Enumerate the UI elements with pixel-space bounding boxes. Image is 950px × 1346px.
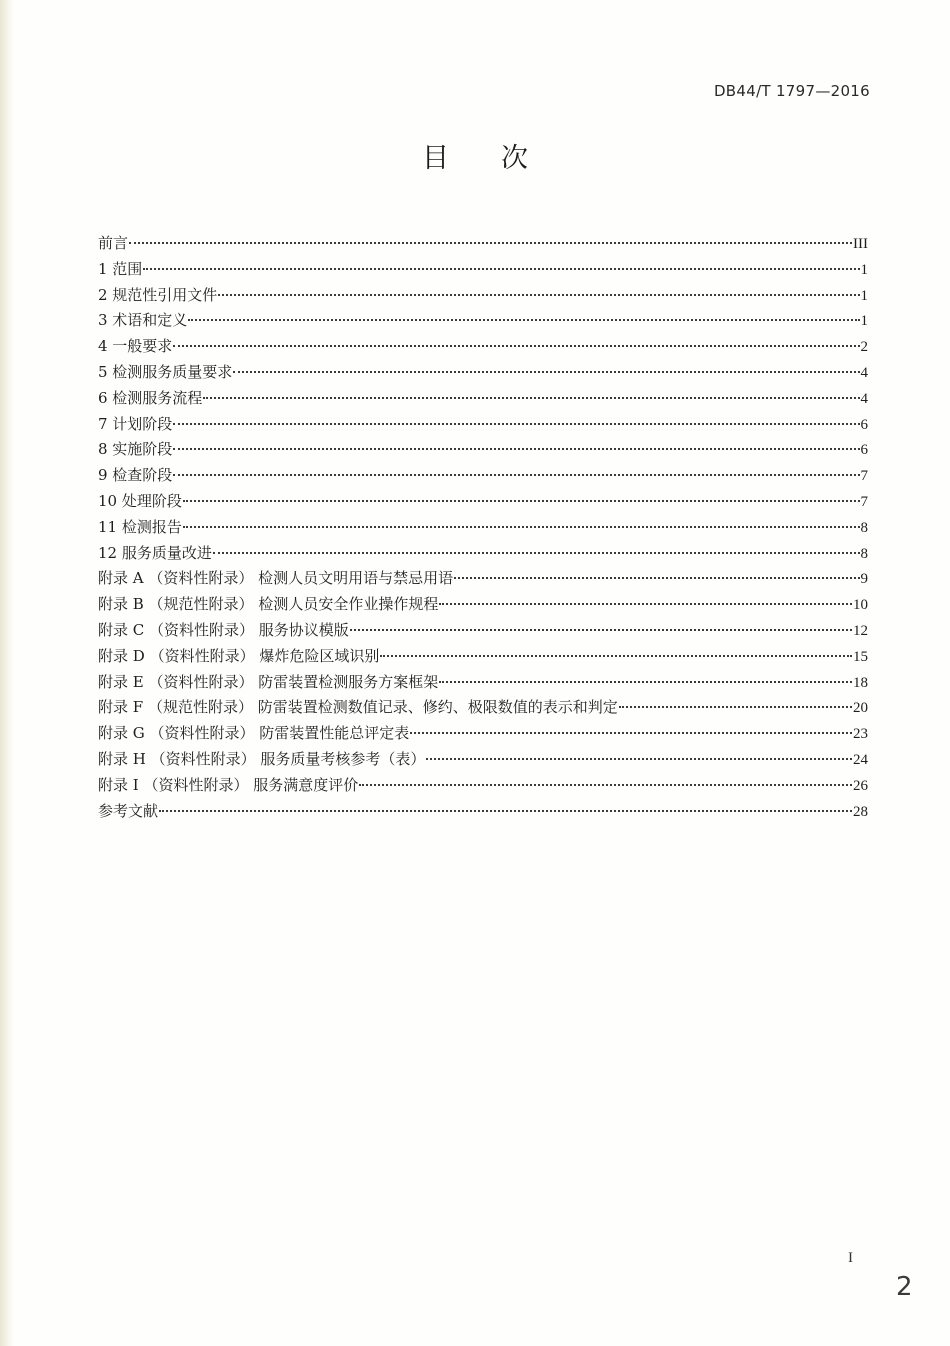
toc-entry[interactable] [98,412,868,438]
toc-entry-label: 附录 H （资料性附录） 服务质量考核参考（表） [98,749,426,768]
toc-entry-label: 11 检测报告 [98,517,182,536]
toc-entry[interactable] [98,283,868,309]
toc-entry-label: 8 实施阶段 [98,440,173,459]
dot-leader [183,526,860,528]
toc-entry[interactable] [98,489,868,515]
toc-entry[interactable] [98,695,868,721]
toc-entry-page: 15 [853,648,868,665]
dot-leader [410,732,852,734]
toc-entry-page: 7 [860,468,868,485]
toc-entry[interactable] [98,670,868,696]
dot-leader [426,758,852,760]
toc-entry[interactable] [98,231,868,257]
toc-entry[interactable] [98,721,868,747]
dot-leader [183,500,860,502]
toc-entry-label: 9 检查阶段 [98,466,173,485]
standard-code: DB44/T 1797—2016 [713,82,870,100]
toc-entry-label: 前言 [98,234,129,252]
toc-entry-label: 7 计划阶段 [98,414,173,433]
toc-entry-page: 6 [860,416,868,433]
toc-entry-page: 10 [853,597,868,614]
footer-page-number: I [848,1250,853,1266]
toc-entry-label: 参考文献 [98,801,159,820]
toc-entry[interactable] [98,360,868,386]
toc-entry-page: 28 [853,803,868,820]
toc-entry-page: 1 [860,261,868,278]
toc-entry[interactable] [98,773,868,799]
toc-entry-page: 18 [853,674,868,691]
toc-entry[interactable] [98,747,868,773]
toc-entry-label: 1 范围 [98,259,143,278]
toc-entry[interactable] [98,257,868,283]
dot-leader [173,474,859,476]
dot-leader [359,784,852,786]
dot-leader [439,603,852,605]
toc-entry[interactable] [98,308,868,334]
dot-leader [129,242,852,244]
toc-entry[interactable] [98,437,868,463]
toc-entry[interactable] [98,799,868,825]
toc-entry-label: 附录 G （资料性附录） 防雷装置性能总评定表 [98,724,410,743]
scan-edge [0,0,14,1346]
dot-leader [619,706,852,708]
toc-entry-label: 附录 D （资料性附录） 爆炸危险区域识别 [98,646,380,665]
toc-entry-page: 20 [853,700,868,717]
dot-leader [380,655,852,657]
toc-entry[interactable] [98,541,868,567]
dot-leader [188,319,859,321]
toc-entry-page: III [853,236,868,252]
dot-leader [439,681,852,683]
dot-leader [203,397,859,399]
toc-entry-page: 12 [853,622,868,639]
dot-leader [173,448,859,450]
dot-leader [143,268,859,270]
toc-entry[interactable] [98,386,868,412]
dot-leader [173,345,859,347]
toc-entry-label: 6 检测服务流程 [98,388,203,407]
toc-entry-label: 附录 A （资料性附录） 检测人员文明用语与禁忌用语 [98,569,454,588]
toc-entry-page: 8 [860,519,868,536]
toc-entry-label: 5 检测服务质量要求 [98,362,233,381]
toc-entry-page: 4 [860,390,868,407]
dot-leader [218,294,859,296]
toc-entry-page: 8 [860,545,868,562]
toc-entry[interactable] [98,334,868,360]
dot-leader [213,552,860,554]
dot-leader [233,371,859,373]
toc-entry-page: 1 [860,287,868,304]
dot-leader [173,423,859,425]
dot-leader [159,810,852,812]
toc-entry-label: 3 术语和定义 [98,311,188,330]
title-char-2: 次 [501,143,528,174]
dot-leader [350,629,852,631]
toc-entry-label: 附录 I （资料性附录） 服务满意度评价 [98,775,359,794]
toc-entry-page: 24 [853,751,868,768]
toc-entry-label: 4 一般要求 [98,337,173,356]
table-of-contents [98,231,868,824]
toc-entry[interactable] [98,515,868,541]
toc-entry-page: 26 [853,777,868,794]
toc-entry-page: 1 [860,313,868,330]
toc-entry-label: 附录 B （规范性附录） 检测人员安全作业操作规程 [98,595,439,614]
toc-entry-page: 4 [860,364,868,381]
toc-entry-page: 6 [860,442,868,459]
toc-entry-label: 附录 E （资料性附录） 防雷装置检测服务方案框架 [98,672,439,691]
title-char-1: 目 [422,143,449,174]
toc-entry[interactable] [98,618,868,644]
toc-entry-label: 2 规范性引用文件 [98,285,218,304]
toc-entry-label: 附录 C （资料性附录） 服务协议模版 [98,620,349,639]
toc-entry[interactable] [98,566,868,592]
toc-entry-label: 12 服务质量改进 [98,543,212,562]
toc-entry[interactable] [98,463,868,489]
toc-entry[interactable] [98,644,868,670]
toc-entry-page: 2 [860,339,868,356]
dot-leader [454,577,859,579]
toc-entry-label: 附录 F （规范性附录） 防雷装置检测数值记录、修约、极限数值的表示和判定 [98,698,618,717]
toc-entry-page: 9 [860,571,868,588]
toc-entry-page: 23 [853,726,868,743]
toc-entry-label: 10 处理阶段 [98,491,182,510]
toc-entry[interactable] [98,592,868,618]
page-title [0,136,950,175]
handwritten-page-mark: 2 [896,1272,913,1302]
toc-entry-page: 7 [860,493,868,510]
